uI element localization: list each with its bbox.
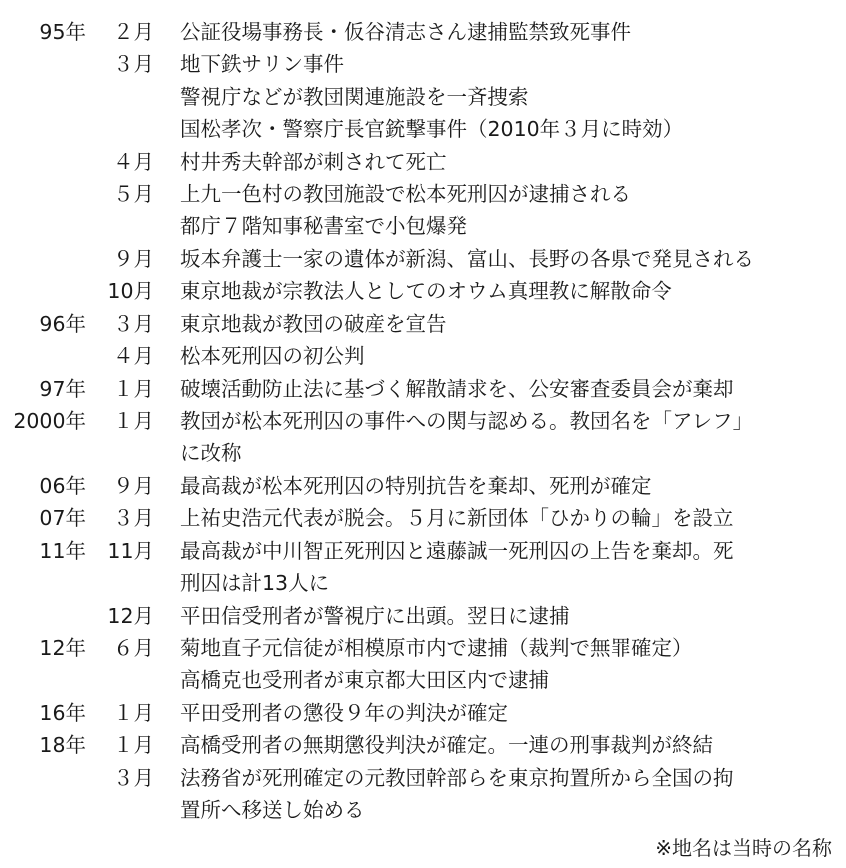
year-cell: 97年	[39, 377, 86, 401]
timeline-row	[0, 634, 846, 663]
timeline-row	[0, 310, 846, 339]
event-text: 平田信受刑者が警視庁に出頭。翌日に逮捕	[180, 604, 570, 628]
timeline-row	[0, 18, 846, 47]
timeline-row	[0, 569, 846, 598]
event-text: 平田受刑者の懲役９年の判決が確定	[180, 701, 508, 725]
month-cell: ３月	[113, 312, 154, 336]
year-cell: 95年	[39, 20, 86, 44]
month-cell: ３月	[113, 766, 154, 790]
month-cell: ４月	[113, 344, 154, 368]
timeline-row	[0, 764, 846, 793]
event-text: 松本死刑囚の初公判	[180, 344, 365, 368]
event-text: 村井秀夫幹部が刺されて死亡	[180, 150, 447, 174]
timeline-row	[0, 602, 846, 631]
month-cell: 12月	[107, 604, 154, 628]
timeline-row	[0, 50, 846, 79]
month-cell: ２月	[113, 20, 154, 44]
timeline-row	[0, 407, 846, 436]
timeline-row	[0, 666, 846, 695]
year-cell: 11年	[39, 539, 86, 563]
event-text: 都庁７階知事秘書室で小包爆発	[180, 214, 467, 238]
month-cell: ４月	[113, 150, 154, 174]
event-text: 上祐史浩元代表が脱会。５月に新団体「ひかりの輪」を設立	[180, 506, 734, 530]
event-text: 坂本弁護士一家の遺体が新潟、富山、長野の各県で発見される	[180, 247, 754, 271]
timeline-row	[0, 83, 846, 112]
timeline-row	[0, 537, 846, 566]
month-cell: ９月	[113, 247, 154, 271]
month-cell: １月	[113, 733, 154, 757]
month-cell: ３月	[113, 52, 154, 76]
year-cell: 16年	[39, 701, 86, 725]
timeline-row	[0, 115, 846, 144]
event-text: 最高裁が中川智正死刑囚と遠藤誠一死刑囚の上告を棄却。死	[180, 539, 734, 563]
event-text: 高橋受刑者の無期懲役判決が確定。一連の刑事裁判が終結	[180, 733, 713, 757]
event-text: 東京地裁が教団の破産を宣告	[180, 312, 447, 336]
month-cell: 11月	[107, 539, 154, 563]
event-text: 菊地直子元信徒が相模原市内で逮捕（裁判で無罪確定）	[180, 636, 693, 660]
month-cell: ９月	[113, 474, 154, 498]
month-cell: １月	[113, 701, 154, 725]
event-text: 法務省が死刑確定の元教団幹部らを東京拘置所から全国の拘	[180, 766, 734, 790]
month-cell: 10月	[107, 279, 154, 303]
event-text: 警視庁などが教団関連施設を一斉捜索	[180, 85, 529, 109]
event-text: 国松孝次・警察庁長官銃撃事件（2010年３月に時効）	[180, 117, 684, 141]
footnote: ※地名は当時の名称	[655, 836, 832, 860]
timeline-row	[0, 439, 846, 468]
event-text: 最高裁が松本死刑囚の特別抗告を棄却、死刑が確定	[180, 474, 652, 498]
timeline-row	[0, 699, 846, 728]
event-text: 上九一色村の教団施設で松本死刑囚が逮捕される	[180, 182, 631, 206]
month-cell: ５月	[113, 182, 154, 206]
timeline-row	[0, 796, 846, 825]
event-text: 刑囚は計13人に	[180, 571, 330, 595]
event-text: 公証役場事務長・仮谷清志さん逮捕監禁致死事件	[180, 20, 631, 44]
event-text: 教団が松本死刑囚の事件への関与認める。教団名を「アレフ」	[180, 409, 754, 433]
event-text: 高橋克也受刑者が東京都大田区内で逮捕	[180, 668, 549, 692]
event-text: 地下鉄サリン事件	[180, 52, 344, 76]
timeline-row	[0, 277, 846, 306]
timeline-row	[0, 342, 846, 371]
year-cell: 18年	[39, 733, 86, 757]
year-cell: 07年	[39, 506, 86, 530]
event-text: 置所へ移送し始める	[180, 798, 365, 822]
year-cell: 06年	[39, 474, 86, 498]
month-cell: ６月	[113, 636, 154, 660]
event-text: 破壊活動防止法に基づく解散請求を、公安審査委員会が棄却	[180, 377, 734, 401]
month-cell: １月	[113, 409, 154, 433]
timeline-row	[0, 245, 846, 274]
event-text: に改称	[180, 441, 242, 465]
month-cell: １月	[113, 377, 154, 401]
timeline-row	[0, 731, 846, 760]
timeline-row	[0, 472, 846, 501]
timeline-row	[0, 180, 846, 209]
timeline-row	[0, 148, 846, 177]
timeline-row	[0, 504, 846, 533]
year-cell: 12年	[39, 636, 86, 660]
timeline-row	[0, 212, 846, 241]
timeline-row	[0, 375, 846, 404]
month-cell: ３月	[113, 506, 154, 530]
event-text: 東京地裁が宗教法人としてのオウム真理教に解散命令	[180, 279, 672, 303]
year-cell: 96年	[39, 312, 86, 336]
year-cell: 2000年	[13, 409, 86, 433]
